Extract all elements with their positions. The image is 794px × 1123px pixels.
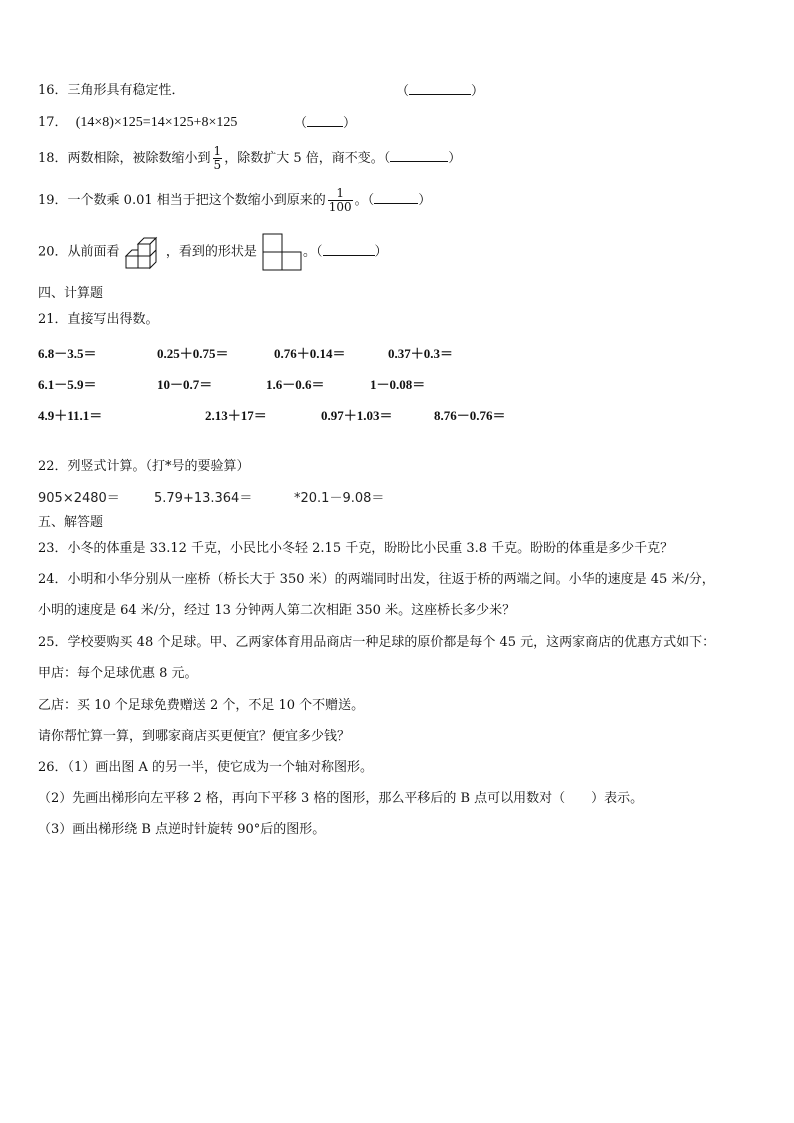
question-23: 23．小冬的体重是 33.12 千克，小民比小冬轻 2.15 千克，盼盼比小民重 3.8 千克。盼盼的体重是多少千克？ <box>38 541 674 556</box>
l-grid-shape-icon <box>261 232 303 272</box>
q19-answer-blank[interactable] <box>374 191 418 204</box>
question-24-line-2: 小明的速度是 64 米/分，经过 13 分钟两人第二次相距 350 米。这座桥长多少米？ <box>38 603 516 618</box>
question-17 <box>38 114 357 132</box>
calc-item: 4.9＋11.1＝ <box>38 408 103 423</box>
question-21-title: 21．直接写出得数。 <box>38 312 159 327</box>
calc-item: 1－0.08＝ <box>370 377 426 392</box>
section-4-heading: 四、计算题 <box>38 286 104 301</box>
q17-expression: (14×8)×125=14×125+8×125 <box>75 115 238 130</box>
question-26-part-3: （3）画出梯形绕 B 点逆时针旋转 90°后的图形。 <box>38 822 326 837</box>
question-25-line-1: 25．学校要购买 48 个足球。甲、乙两家体育用品商店一种足球的原价都是每个 45 元，这两家商店的优惠方式如下： <box>38 635 716 650</box>
q18-fraction: $\frac{1}{5}$ <box>213 144 222 172</box>
calc-item: 8.76－0.76＝ <box>434 408 506 423</box>
vertical-calc-item: *20.1－9.08＝ <box>294 491 385 506</box>
question-26-part-2: （2）先画出梯形向左平移 2 格，再向下平移 3 格的图形，那么平移后的 B 点可以用数对（ ）表示。 <box>38 791 644 806</box>
question-16 <box>38 82 485 100</box>
q18-answer-blank[interactable] <box>390 149 448 162</box>
cube-stack-icon <box>124 232 162 272</box>
question-26-part-1: 26．（1）画出图 A 的另一半，使它成为一个轴对称图形。 <box>38 760 373 775</box>
q20-text: 20．从前面看 <box>38 244 120 260</box>
calc-item: 0.25＋0.75＝ <box>157 346 229 361</box>
question-19: 19．一个数乘 0.01 相当于把这个数缩小到原来的 $\frac{1}{100}$ 。（ ） <box>38 186 432 214</box>
q16-answer[interactable]: （ ） <box>396 84 485 99</box>
calc-item: 10－0.7＝ <box>157 377 213 392</box>
question-24-line-1: 24．小明和小华分别从一座桥（桥长大于 350 米）的两端同时出发，往返于桥的两端之间。小华的速度是 45 米/分， <box>38 572 715 587</box>
q20-answer-blank[interactable] <box>323 243 375 256</box>
calc-item: 0.37＋0.3＝ <box>388 346 454 361</box>
calc-item: 0.76＋0.14＝ <box>274 346 346 361</box>
question-18: 18．两数相除，被除数缩小到 $\frac{1}{5}$ ，除数扩大 5 倍，商不变。（ ） <box>38 144 462 172</box>
q19-fraction: $\frac{1}{100}$ <box>328 186 352 214</box>
calc-item: 0.97＋1.03＝ <box>321 408 393 423</box>
vertical-calc-item: 905×2480＝ <box>38 491 120 506</box>
q16-text: 16．三角形具有稳定性． <box>38 83 185 98</box>
question-25-line-4: 请你帮忙算一算，到哪家商店买更便宜？便宜多少钱？ <box>38 729 351 744</box>
q17-number: 17． <box>38 115 68 130</box>
calc-item: 6.8－3.5＝ <box>38 346 97 361</box>
question-20: 20．从前面看 ，看到的形状是 。（ ） <box>38 232 388 273</box>
section-5-heading: 五、解答题 <box>38 515 104 530</box>
question-25-line-3: 乙店：买 10 个足球免费赠送 2 个，不足 10 个不赠送。 <box>38 698 365 713</box>
q17-answer[interactable]: （ ） <box>294 116 357 131</box>
q19-text: 19．一个数乘 0.01 相当于把这个数缩小到原来的 <box>38 193 326 208</box>
calc-item: 1.6－0.6＝ <box>266 377 325 392</box>
calc-item: 2.13＋17＝ <box>205 408 267 423</box>
question-25-line-2: 甲店：每个足球优惠 8 元。 <box>38 666 198 681</box>
calc-item: 6.1－5.9＝ <box>38 377 97 392</box>
q18-text: 18．两数相除，被除数缩小到 <box>38 151 211 166</box>
vertical-calc-item: 5.79+13.364＝ <box>154 491 253 506</box>
question-22-title: 22．列竖式计算。（打*号的要验算） <box>38 459 250 474</box>
